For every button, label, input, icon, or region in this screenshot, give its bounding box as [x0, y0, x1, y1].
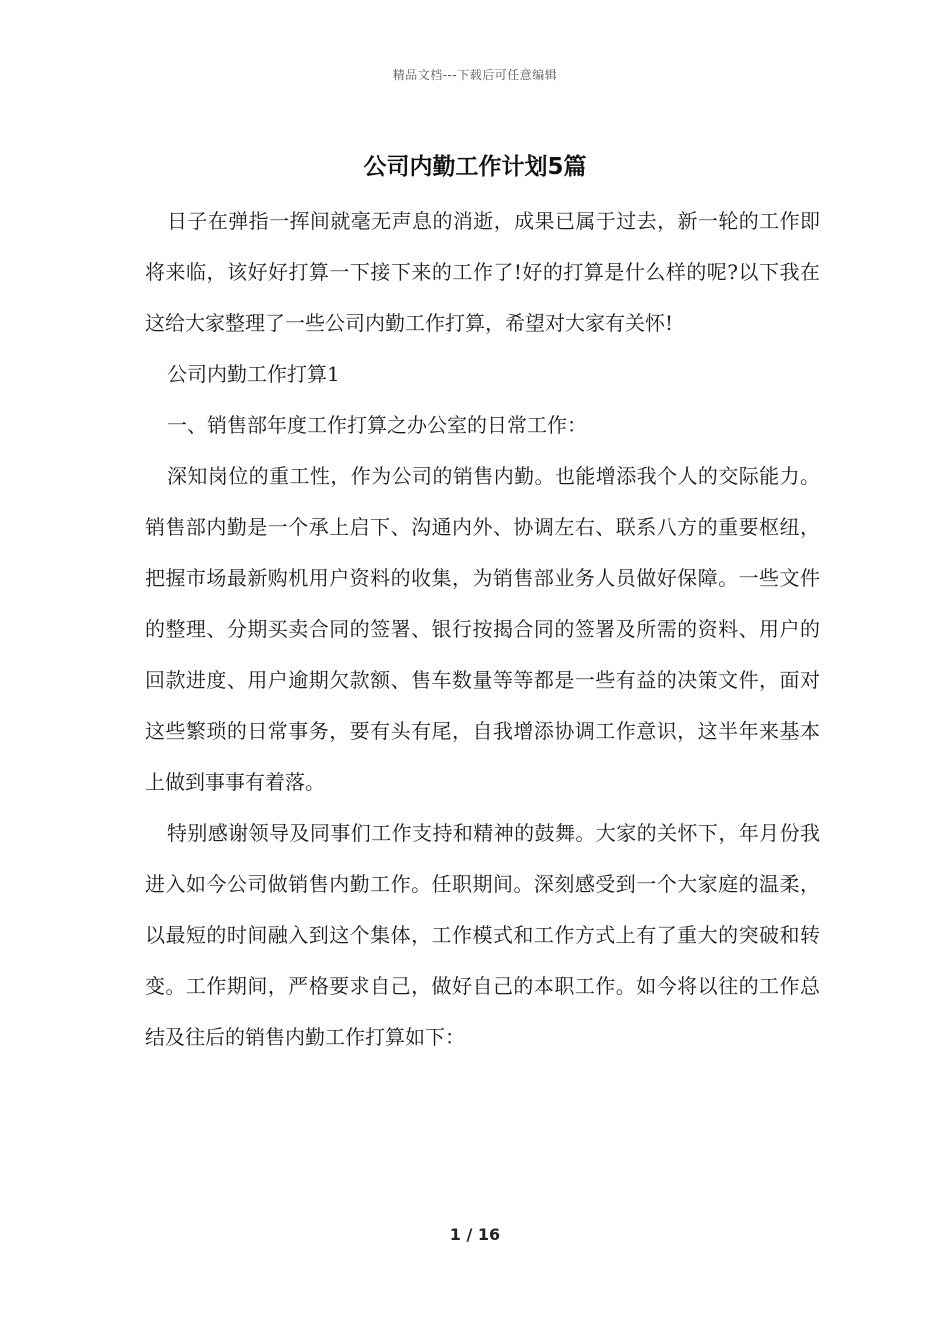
document-body — [145, 196, 820, 1063]
document-title: 公司内勤工作计划5篇 — [363, 154, 587, 180]
body-paragraph: 深知岗位的重工性，作为公司的销售内勤。也能增添我个人的交际能力。销售部内勤是一个承上启下、沟通内外、协调左右、联系八方的重要枢纽，把握市场最新购机用户资料的收集，为销售部业务人员做好保障。一些文件的整理、分期买卖合同的签署、银行按揭合同的签署及所需的资料、用户的回款进度、用户逾期欠款额、售车数量等等都是一些有益的决策文件，面对这些繁琐的日常事务，要有头有尾，自我增添协调工作意识，这半年来基本上做到事事有着落。 — [145, 464, 820, 794]
intro-paragraph: 日子在弹指一挥间就毫无声息的消逝，成果已属于过去，新一轮的工作即将来临，该好好打算一下接下来的工作了!好的打算是什么样的呢?以下我在这给大家整理了一些公司内勤工作打算，希望对大家有关怀! — [145, 209, 820, 335]
section-heading-plan-1: 公司内勤工作打算1 — [167, 362, 340, 386]
body-paragraph: 特别感谢领导及同事们工作支持和精神的鼓舞。大家的关怀下，年月份我进入如今公司做销售内勤工作。任职期间。深刻感受到一个大家庭的温柔，以最短的时间融入到这个集体，工作模式和工作方式上有了重大的突破和转变。工作期间，严格要求自己，做好自己的本职工作。如今将以往的工作总结及往后的销售内勤工作打算如下： — [145, 821, 820, 1049]
subsection-heading-office-daily-work: 一、销售部年度工作打算之办公室的日常工作： — [167, 413, 587, 437]
page-number: 1 / 16 — [449, 1225, 501, 1244]
header-note: 精品文档---下载后可任意编辑 — [392, 68, 558, 82]
